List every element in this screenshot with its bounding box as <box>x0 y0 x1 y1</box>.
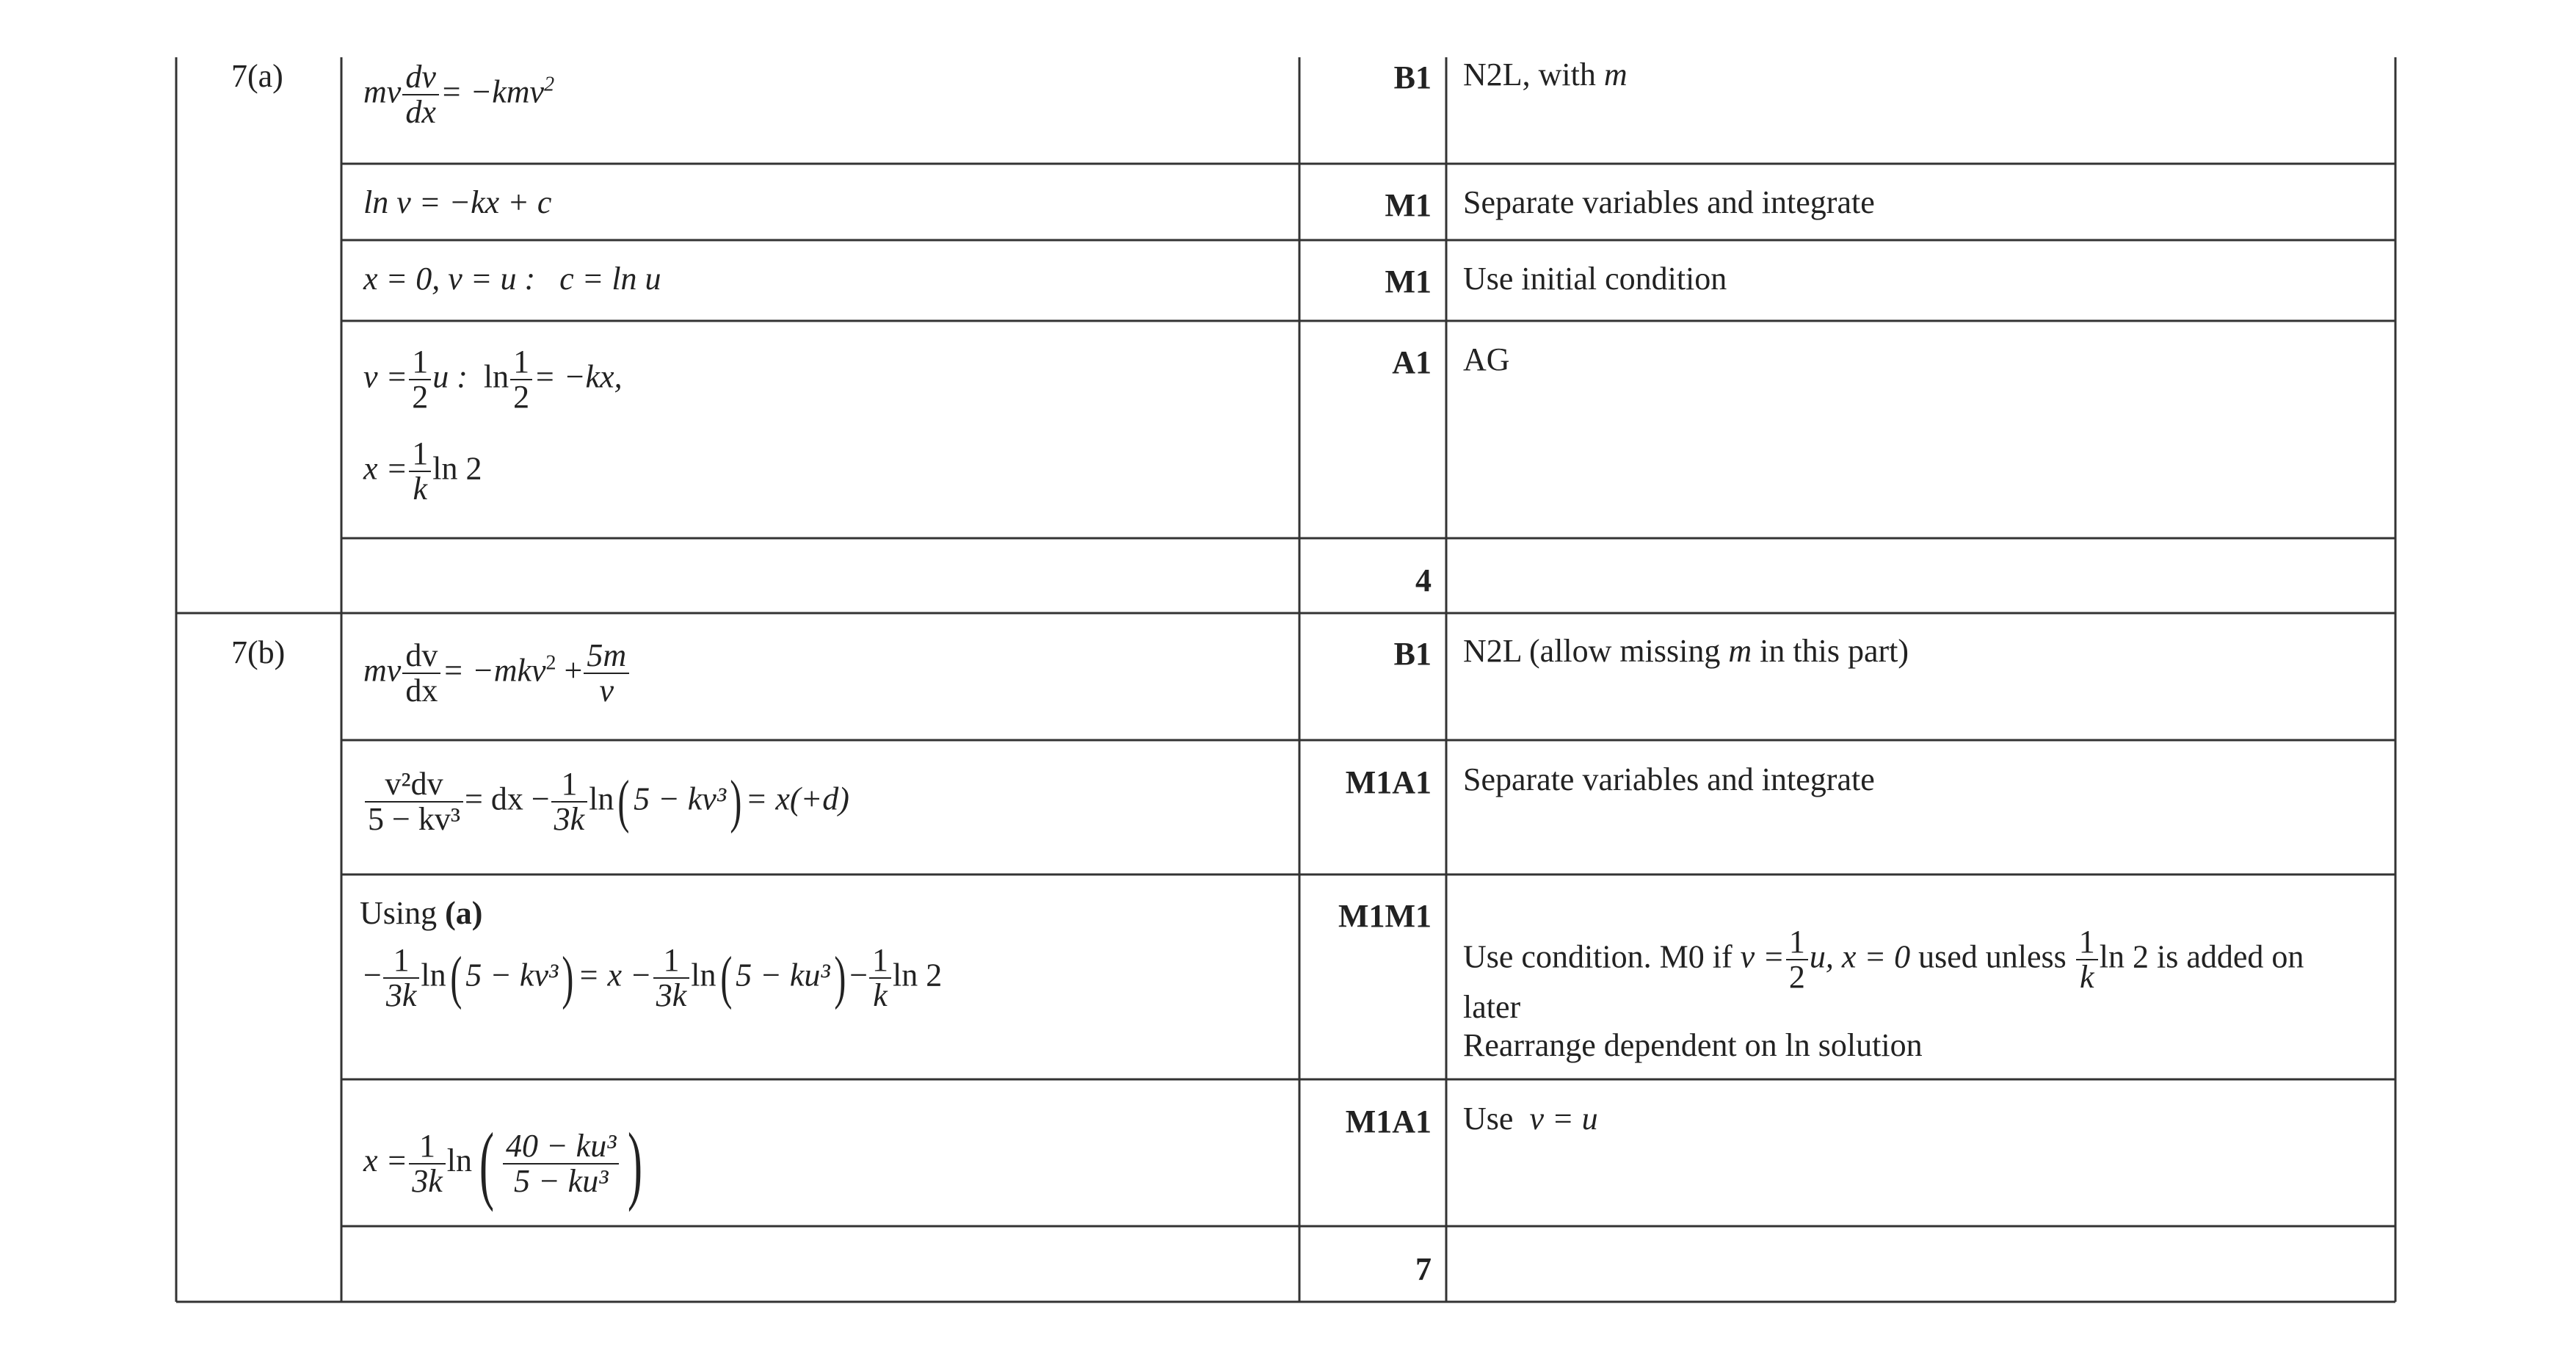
comment-7b-3-rearrange: Rearrange dependent on ln solution <box>1463 1027 1923 1063</box>
eq-7a-row4: v = $\frac{1}{2}$ u : ln $\frac{1}{2}$ = −kx, <box>363 344 623 416</box>
using-a-text: Using (a) <box>360 895 483 931</box>
eq-7a-row3: x = 0, v = u : c = ln u <box>363 261 661 297</box>
total-7a: 4 <box>1415 562 1432 598</box>
mark-7b-3: M1M1 <box>1338 898 1432 934</box>
mark-7a-3: M1 <box>1385 264 1432 300</box>
eq-7a-row2: ln v = −kx + c <box>363 184 552 220</box>
comment-7a-2: Separate variables and integrate <box>1463 184 1875 220</box>
comment-7b-4: Use v = u <box>1463 1101 1598 1137</box>
eq-7a-row5: x = $\frac{1}{k}$ ln 2 <box>363 435 482 507</box>
mark-7b-4: M1A1 <box>1345 1104 1432 1140</box>
mark-7a-2: M1 <box>1385 187 1432 223</box>
eq-7b-row3: − $\frac{1}{3k}$ ln( 5 − kv³) = x − $\frac{1}{3k}$ ln( 5 − ku³) − $\frac{1}{k}$ ln 2 <box>363 942 943 1014</box>
comment-7a-1: N2L, with m <box>1463 57 1628 93</box>
total-7b: 7 <box>1415 1251 1432 1287</box>
comment-7b-1: N2L (allow missing m in this part) <box>1463 633 1909 669</box>
eq-7b-row1: mv $\frac{dv}{dx}$ = −mkv$^2$ + $\frac{5m}{v}$ <box>363 639 631 708</box>
eq-7b-row4: x = $\frac{1}{3k}$ ln( $\frac{\text{40 − ku³}}{\text{5 − ku³}}$ ) <box>363 1115 643 1212</box>
mark-7b-1: B1 <box>1393 636 1432 672</box>
comment-7b-2: Separate variables and integrate <box>1463 761 1875 797</box>
comment-7b-3: Use condition. M0 if v = $\frac{1}{2}$ u, x = 0 used unless $\frac{1}{k}$ ln 2 is added on <box>1463 924 2304 996</box>
mark-7b-2: M1A1 <box>1345 764 1432 800</box>
mark-7a-1: B1 <box>1393 59 1432 95</box>
mark-7a-4: A1 <box>1392 344 1432 380</box>
comment-7a-3: Use initial condition <box>1463 261 1727 297</box>
comment-7b-3-later: later <box>1463 989 1521 1025</box>
eq-7b-row2: $\frac{\text{v²dv}}{\text{5 − kv³}}$ = dx − $\frac{1}{3k}$ ln( 5 − kv³) = x(+d) <box>363 767 849 836</box>
eq-7a-row1: mv $\frac{dv}{dx}$ = −kmv$^2$ <box>363 59 555 131</box>
question-label-7b: 7(b) <box>231 634 286 670</box>
question-label-7a: 7(a) <box>231 58 283 94</box>
comment-7a-4: AG <box>1463 341 1510 377</box>
